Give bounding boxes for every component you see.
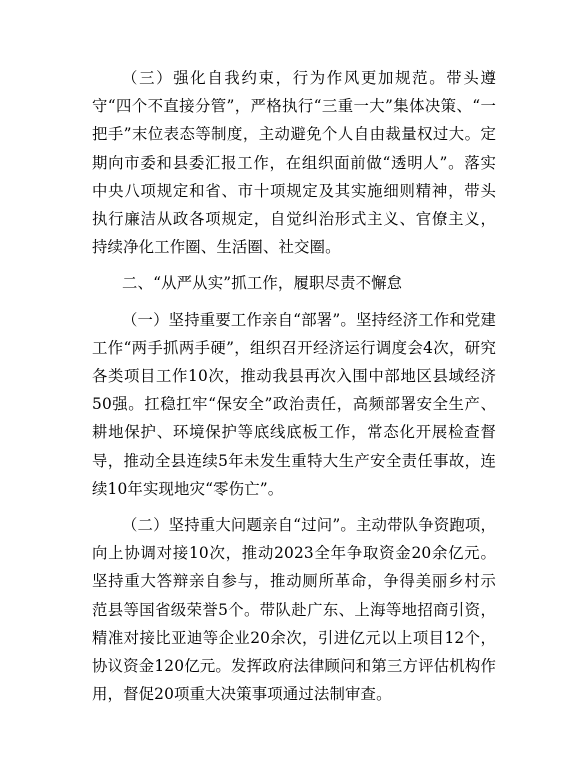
paragraph-major-issues: （二）坚持重大问题亲自“过问”。主动带队争资跑项，向上协调对接10次，推动2023全年争取资金20余亿元。坚持重大答辩亲自参与，推动厕所革命，争得美丽乡村示范县等国省级荣誉5个。带队赴广东、上海等地招商引资，精准对接比亚迪等企业20余次，引进亿元以上项目12个，协议资金120亿元。发挥政府法律顾问和第三方评估机构作用，督促20项重大决策事项通过法制审查。: [92, 516, 496, 704]
paragraph-gap: [92, 261, 496, 269]
document-body: [92, 64, 496, 708]
paragraph-self-discipline: （三）强化自我约束，行为作风更加规范。带头遵守“四个不直接分管”，严格执行“三重一大”集体决策、“一把手”末位表态等制度，主动避免个人自由裁量权过大。定期向市委和县委汇报工作，在组织面前做“透明人”。落实中央八项规定和省、市十项规定及其实施细则精神，带头执行廉洁从政各项规定，自觉纠治形式主义、官僚主义，持续净化工作圈、生活圈、社交圈。: [92, 69, 496, 257]
paragraph-gap: [92, 503, 496, 511]
section-heading-work-style: 二、“从严从实”抓工作，履职尽责不懈怠: [122, 274, 403, 293]
paragraph-important-work: （一）坚持重要工作亲自“部署”。坚持经济工作和党建工作“两手抓两手硬”，组织召开经济运行调度会4次，研究各类项目工作10次，推动我县再次入围中部地区县域经济50强。扛稳扛牢“保安全”政治责任，高频部署安全生产、耕地保护、环境保护等底线底板工作，常态化开展检查督导，推动全县连续5年未发生重特大生产安全责任事故，连续10年实现地灾“零伤亡”。: [92, 310, 496, 498]
paragraph-gap: [92, 298, 496, 306]
